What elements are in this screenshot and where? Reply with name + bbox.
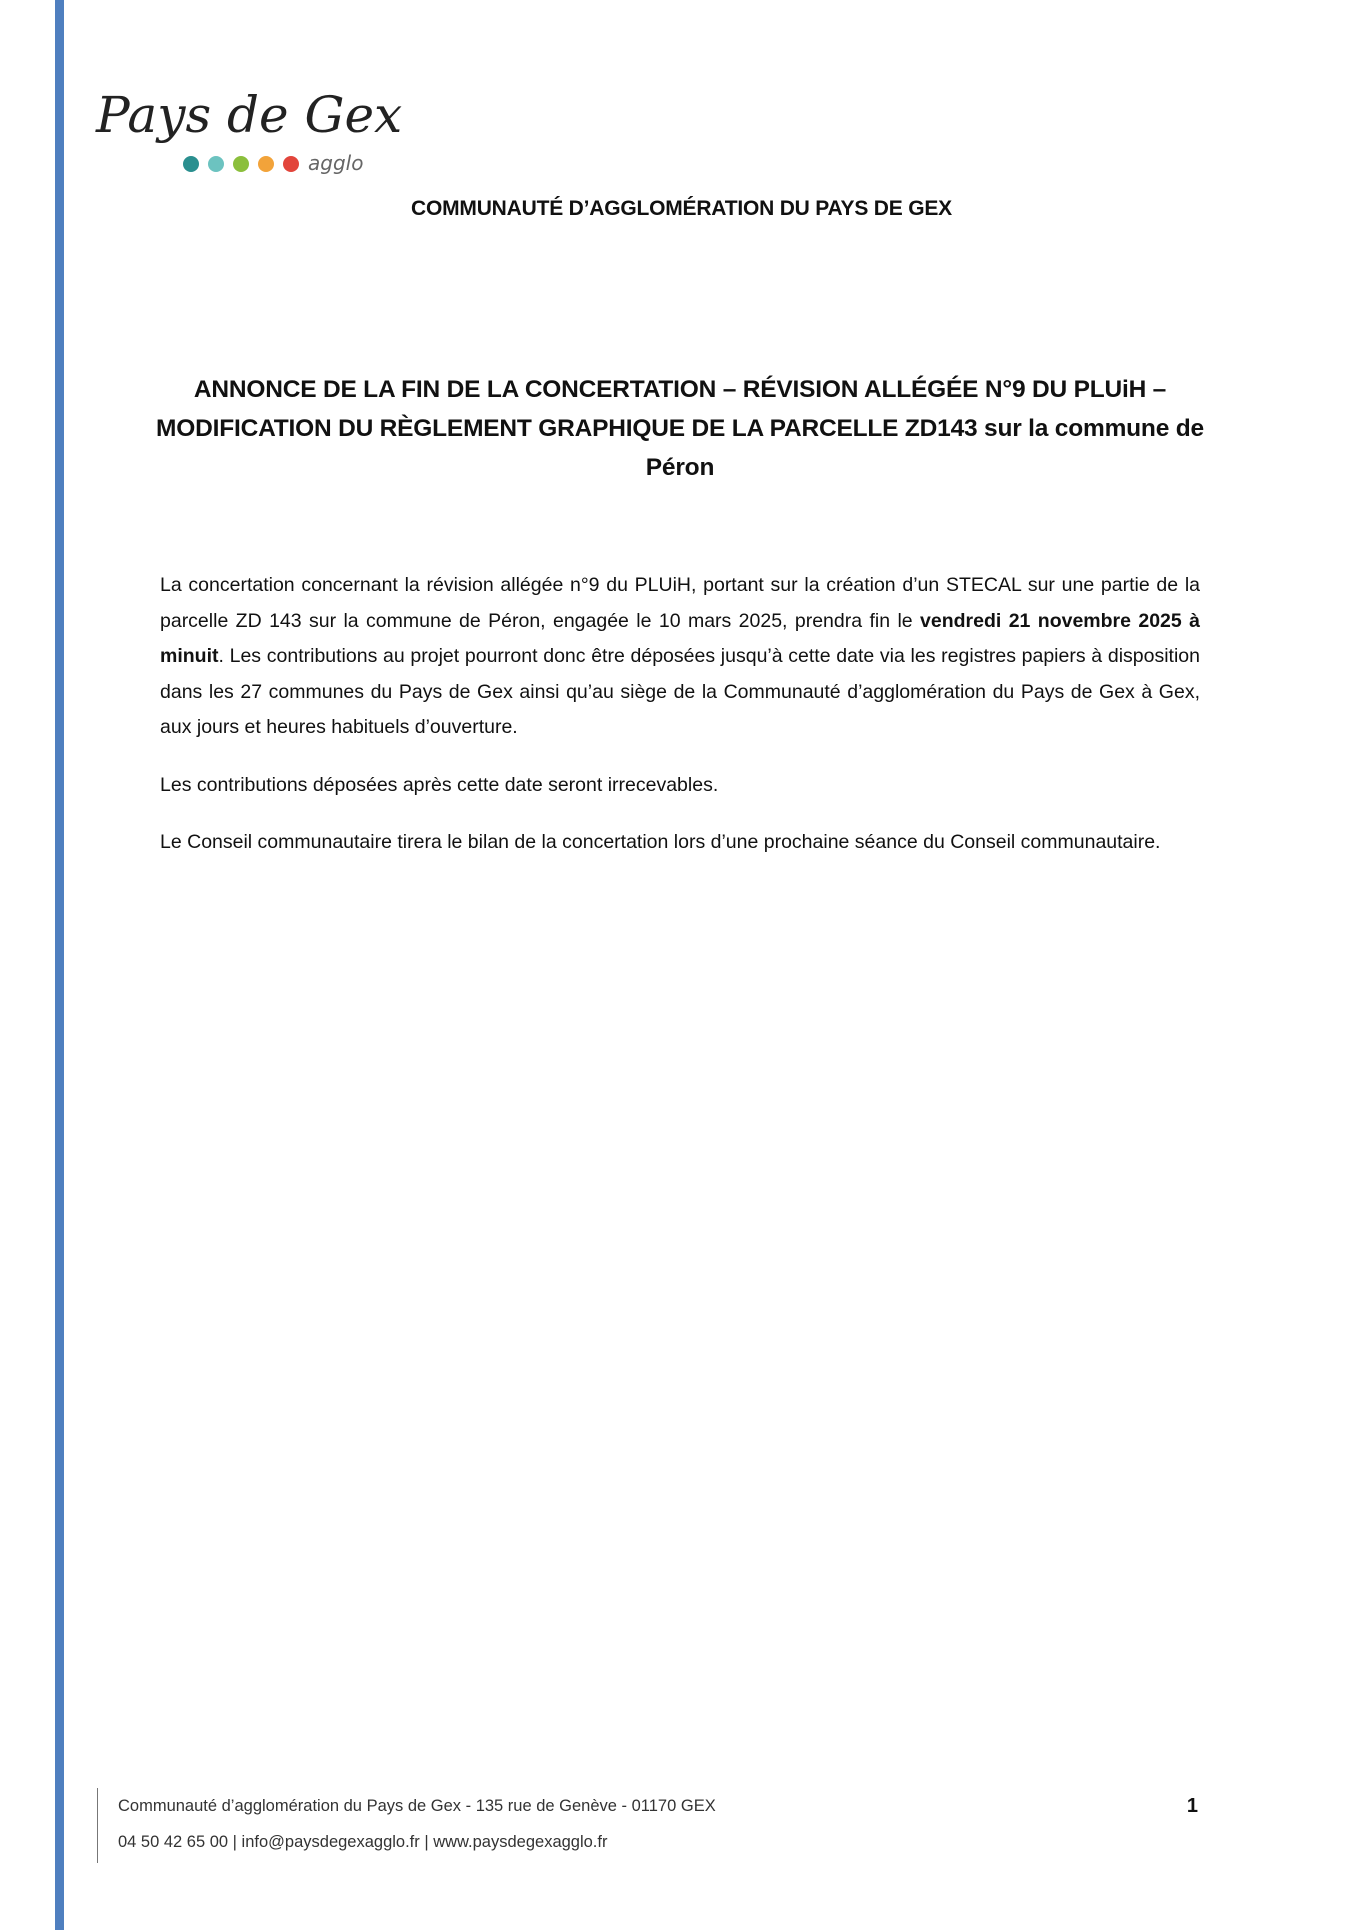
pays-de-gex-logo <box>92 70 422 180</box>
logo-sub-text: agglo <box>308 151 364 175</box>
page-left-accent-bar <box>55 0 64 1930</box>
footer-contact: 04 50 42 65 00 | info@paysdegexagglo.fr | www.paysdegexagglo.fr <box>118 1833 608 1851</box>
paragraph-1-start: La concertation concernant la révision allégée n°9 du PLUiH, portant sur la création d’un STECAL sur une partie de la parcelle ZD 143 sur la commune de Péron, engagée le 10 mars 2025, prendra fin le <box>160 574 1200 632</box>
document-body <box>160 568 1200 883</box>
logo-dot-3 <box>233 156 249 172</box>
title-line-2: MODIFICATION DU RÈGLEMENT GRAPHIQUE DE LA PARCELLE ZD143 sur la commune de <box>156 415 1204 442</box>
paragraph-2: Les contributions déposées après cette date seront irrecevables. <box>160 773 719 796</box>
footer-address: Communauté d’agglomération du Pays de Gex - 135 rue de Genève - 01170 GEX <box>118 1797 716 1815</box>
logo-dot-1 <box>183 156 199 172</box>
title-line-3: Péron <box>645 454 715 481</box>
logo-script-text: Pays de Gex <box>96 86 403 144</box>
document-title <box>150 370 1210 487</box>
paragraph-1 <box>160 568 1200 746</box>
logo-dot-2 <box>208 156 224 172</box>
logo-dot-4 <box>258 156 274 172</box>
page-number: 1 <box>1186 1795 1198 1817</box>
page-footer <box>97 1788 1218 1863</box>
paragraph-1-end: . Les contributions au projet pourront donc être déposées jusqu’à cette date via les registres papiers à disposition dans les 27 communes du Pays de Gex ainsi qu’au siège de la Communauté d’agglomération du Pays de Gex à Gex, aux jours et heures habituels d’ouverture. <box>160 645 1200 738</box>
organization-name: COMMUNAUTÉ D’AGGLOMÉRATION DU PAYS DE GEX <box>411 197 952 220</box>
paragraph-3: Le Conseil communautaire tirera le bilan de la concertation lors d’une prochaine séance du Conseil communautaire. <box>160 831 1161 853</box>
title-line-1: ANNONCE DE LA FIN DE LA CONCERTATION – RÉVISION ALLÉGÉE N°9 DU PLUiH – <box>193 376 1167 403</box>
end-date-emphasis: vendredi 21 novembre 2025 à minuit <box>160 609 1200 667</box>
logo-dot-5 <box>283 156 299 172</box>
